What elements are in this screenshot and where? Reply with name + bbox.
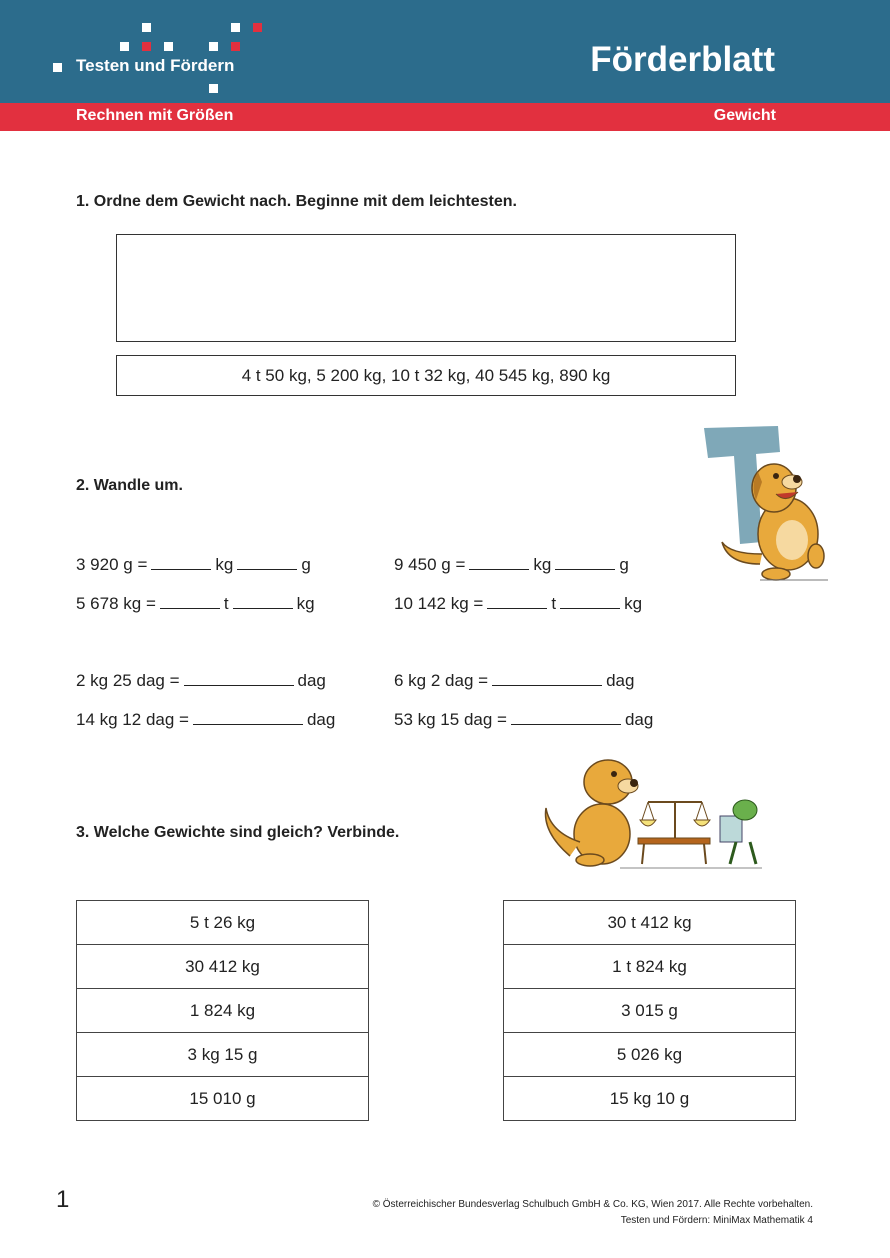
- conversion-row: [394, 593, 642, 614]
- answer-blank[interactable]: [193, 709, 303, 725]
- answer-blank[interactable]: [555, 554, 615, 570]
- unit-label: g: [301, 555, 311, 574]
- series-label: Testen und Fördern: MiniMax Mathematik 4: [620, 1215, 813, 1226]
- table-row: [504, 1033, 796, 1077]
- unit-label: dag: [297, 671, 326, 690]
- unit-label: g: [619, 555, 629, 574]
- weight-cell[interactable]: 5 026 kg: [504, 1033, 796, 1077]
- unit-label: kg: [533, 555, 552, 574]
- weight-cell[interactable]: 30 t 412 kg: [504, 901, 796, 945]
- conversion-row: [394, 670, 634, 691]
- weight-cell[interactable]: 3 kg 15 g: [77, 1033, 369, 1077]
- unit-label: dag: [606, 671, 635, 690]
- page-number: 1: [56, 1186, 70, 1213]
- answer-blank[interactable]: [487, 593, 547, 609]
- right-weights-table: [503, 900, 796, 1121]
- answer-box[interactable]: [116, 234, 736, 342]
- conversion-row: [76, 670, 326, 691]
- table-row: [77, 1033, 369, 1077]
- weight-cell[interactable]: 5 t 26 kg: [77, 901, 369, 945]
- answer-blank[interactable]: [511, 709, 621, 725]
- weight-cell[interactable]: 30 412 kg: [77, 945, 369, 989]
- conversion-row: [394, 554, 629, 575]
- unit-label: kg: [215, 555, 234, 574]
- subtopic-label: Gewicht: [713, 107, 776, 124]
- unit-label: dag: [624, 710, 654, 729]
- conversion-value: 14 kg 12 dag =: [76, 710, 189, 729]
- weight-cell[interactable]: 15 kg 10 g: [504, 1077, 796, 1121]
- copyright-notice: © Österreichischer Bundesverlag Schulbuch GmbH & Co. KG, Wien 2017. Alle Rechte vorbehalten.: [372, 1199, 813, 1210]
- table-row: [504, 989, 796, 1033]
- table-row: [77, 1077, 369, 1121]
- answer-blank[interactable]: [237, 554, 297, 570]
- conversion-value: 3 920 g =: [76, 555, 148, 574]
- answer-blank[interactable]: [160, 593, 220, 609]
- conversion-row: [76, 554, 311, 575]
- unit-label: t: [551, 594, 557, 613]
- conversion-value: 10 142 kg =: [394, 594, 484, 613]
- answer-blank[interactable]: [233, 593, 293, 609]
- weight-cell[interactable]: 1 824 kg: [77, 989, 369, 1033]
- table-row: [77, 901, 369, 945]
- unit-label: dag: [306, 710, 336, 729]
- answer-blank[interactable]: [151, 554, 211, 570]
- weight-cell[interactable]: 3 015 g: [504, 989, 796, 1033]
- table-row: [504, 901, 796, 945]
- left-weights-table: [76, 900, 369, 1121]
- conversion-row: [394, 709, 653, 730]
- conversion-value: 6 kg 2 dag =: [394, 671, 489, 690]
- weight-cell[interactable]: 15 010 g: [77, 1077, 369, 1121]
- page-title: Förderblatt: [590, 40, 775, 79]
- conversion-value: 9 450 g =: [394, 555, 466, 574]
- answer-blank[interactable]: [184, 670, 294, 686]
- conversion-value: 5 678 kg =: [76, 594, 156, 613]
- table-row: [77, 945, 369, 989]
- exercise2-heading: 2. Wandle um.: [76, 477, 183, 494]
- unit-label: t: [223, 594, 229, 613]
- answer-blank[interactable]: [469, 554, 529, 570]
- conversion-value: 2 kg 25 dag =: [76, 671, 180, 690]
- dog-and-frog-scale-illustration: [540, 752, 765, 874]
- weight-cell[interactable]: 1 t 824 kg: [504, 945, 796, 989]
- logo-text: Testen und Fördern: [76, 56, 235, 75]
- unit-label: kg: [624, 594, 643, 613]
- conversion-value: 53 kg 15 dag =: [394, 710, 507, 729]
- answer-blank[interactable]: [560, 593, 620, 609]
- unit-label: kg: [296, 594, 315, 613]
- exercise3-heading: 3. Welche Gewichte sind gleich? Verbinde.: [76, 824, 400, 841]
- table-row: [504, 1077, 796, 1121]
- conversion-row: [76, 593, 315, 614]
- weights-list: 4 t 50 kg, 5 200 kg, 10 t 32 kg, 40 545 kg, 890 kg: [116, 355, 736, 396]
- table-row: [504, 945, 796, 989]
- table-row: [77, 989, 369, 1033]
- answer-blank[interactable]: [492, 670, 602, 686]
- topic-label: Rechnen mit Größen: [76, 107, 234, 124]
- conversion-row: [76, 709, 335, 730]
- dog-with-letter-t-illustration: [700, 424, 840, 584]
- exercise1-heading: 1. Ordne dem Gewicht nach. Beginne mit dem leichtesten.: [76, 193, 517, 210]
